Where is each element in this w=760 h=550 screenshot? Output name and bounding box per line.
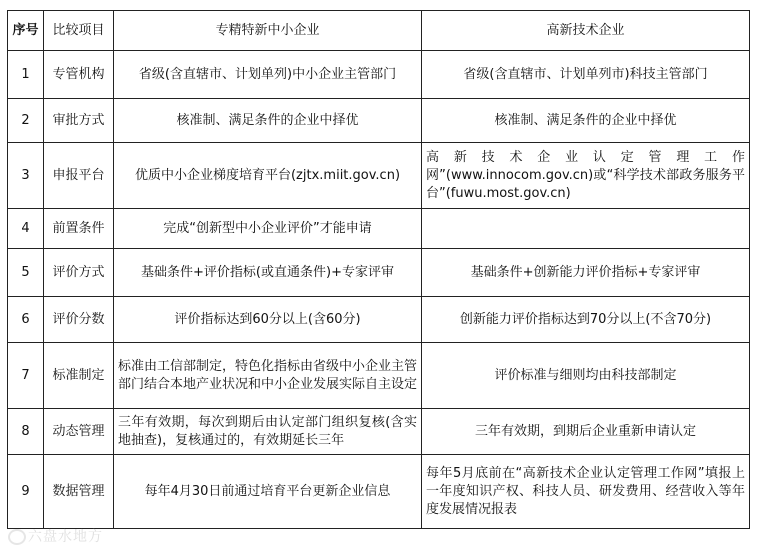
logo-icon (8, 529, 26, 545)
cell-hte: 省级(含直辖市、计划单列市)科技主管部门 (422, 51, 750, 99)
row-item: 专管机构 (44, 51, 114, 99)
row-item: 前置条件 (44, 209, 114, 249)
cell-sme: 核准制、满足条件的企业中择优 (114, 99, 422, 143)
cell-hte (422, 209, 750, 249)
cell-sme: 基础条件+评价指标(或直通条件)+专家评审 (114, 249, 422, 297)
cell-sme: 优质中小企业梯度培育平台(zjtx.miit.gov.cn) (114, 143, 422, 209)
cell-hte: 创新能力评价指标达到70分以上(不含70分) (422, 297, 750, 343)
table-row (8, 343, 750, 409)
row-item: 数据管理 (44, 455, 114, 529)
header-specialized-sme: 专精特新中小企业 (114, 11, 422, 51)
row-number: 7 (8, 343, 44, 409)
row-item: 申报平台 (44, 143, 114, 209)
row-number: 8 (8, 409, 44, 455)
cell-sme: 每年4月30日前通过培育平台更新企业信息 (114, 455, 422, 529)
table-row (8, 409, 750, 455)
cell-hte: 评价标准与细则均由科技部制定 (422, 343, 750, 409)
table-row (8, 99, 750, 143)
table-row (8, 209, 750, 249)
row-number: 9 (8, 455, 44, 529)
cell-sme: 标准由工信部制定，特色化指标由省级中小企业主管部门结合本地产业状况和中小企业发展实际自主设定 (114, 343, 422, 409)
header-item: 比较项目 (44, 11, 114, 51)
cell-sme: 评价指标达到60分以上(含60分) (114, 297, 422, 343)
row-item: 审批方式 (44, 99, 114, 143)
header-row (8, 11, 750, 51)
cell-hte: 核准制、满足条件的企业中择优 (422, 99, 750, 143)
table-row (8, 51, 750, 99)
row-number: 4 (8, 209, 44, 249)
cell-hte: 三年有效期，到期后企业重新申请认定 (422, 409, 750, 455)
cell-sme: 完成“创新型中小企业评价”才能申请 (114, 209, 422, 249)
row-item: 动态管理 (44, 409, 114, 455)
table-row (8, 143, 750, 209)
cell-sme: 省级(含直辖市、计划单列)中小企业主管部门 (114, 51, 422, 99)
row-number: 5 (8, 249, 44, 297)
cell-hte: 每年5月底前在“高新技术企业认定管理工作网”填报上一年度知识产权、科技人员、研发费用、经营收入等年度发展情况报表 (422, 455, 750, 529)
cell-hte: 高新技术企业认定管理工作网”(www.innocom.gov.cn)或“科学技术部政务服务平台”(fuwu.most.gov.cn) (422, 143, 750, 209)
watermark (8, 526, 103, 546)
row-item: 评价方式 (44, 249, 114, 297)
cell-sme: 三年有效期，每次到期后由认定部门组织复核(含实地抽查)，复核通过的，有效期延长三年 (114, 409, 422, 455)
table-row (8, 249, 750, 297)
table-row (8, 455, 750, 529)
table-row (8, 297, 750, 343)
row-number: 3 (8, 143, 44, 209)
row-number: 1 (8, 51, 44, 99)
row-item: 标准制定 (44, 343, 114, 409)
row-item: 评价分数 (44, 297, 114, 343)
comparison-table (7, 10, 750, 529)
header-index: 序号 (8, 11, 44, 51)
watermark-text: 六盘水地方 (28, 529, 103, 545)
cell-hte: 基础条件+创新能力评价指标+专家评审 (422, 249, 750, 297)
row-number: 2 (8, 99, 44, 143)
row-number: 6 (8, 297, 44, 343)
header-high-tech-enterprise: 高新技术企业 (422, 11, 750, 51)
